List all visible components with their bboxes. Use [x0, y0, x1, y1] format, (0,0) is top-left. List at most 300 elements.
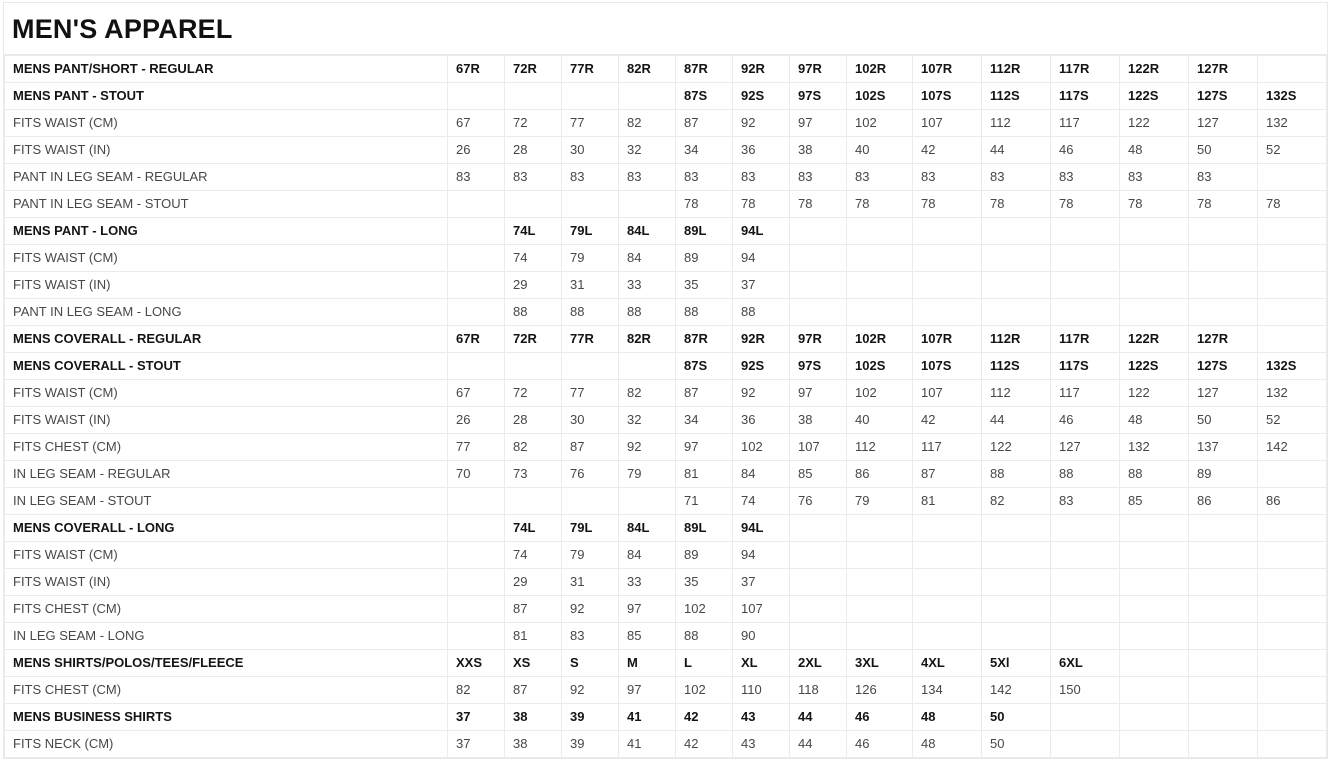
size-cell	[1189, 299, 1258, 326]
size-cell: 79	[562, 245, 619, 272]
size-cell	[1258, 299, 1327, 326]
row-label: PANT IN LEG SEAM - REGULAR	[5, 164, 448, 191]
size-cell	[1051, 542, 1120, 569]
size-cell	[448, 191, 505, 218]
size-cell: 87	[676, 380, 733, 407]
table-row	[5, 596, 1327, 623]
size-cell	[982, 542, 1051, 569]
size-cell: 38	[790, 137, 847, 164]
size-cell	[1258, 650, 1327, 677]
size-cell: 44	[982, 137, 1051, 164]
size-cell: 112	[982, 110, 1051, 137]
size-cell	[1051, 299, 1120, 326]
size-cell: 92	[562, 596, 619, 623]
size-cell: 87S	[676, 83, 733, 110]
size-cell: 30	[562, 137, 619, 164]
size-cell	[1258, 704, 1327, 731]
size-cell	[448, 488, 505, 515]
size-cell: 117R	[1051, 56, 1120, 83]
size-cell	[847, 569, 913, 596]
size-cell: 43	[733, 704, 790, 731]
row-label: FITS WAIST (IN)	[5, 272, 448, 299]
size-cell	[1051, 569, 1120, 596]
row-label: FITS WAIST (CM)	[5, 110, 448, 137]
size-cell: 87	[913, 461, 982, 488]
size-cell: 83	[847, 164, 913, 191]
section-header-row	[5, 515, 1327, 542]
row-label: MENS COVERALL - LONG	[5, 515, 448, 542]
table-row	[5, 542, 1327, 569]
size-cell	[1189, 650, 1258, 677]
size-cell	[1120, 299, 1189, 326]
size-cell: 88	[562, 299, 619, 326]
size-cell: 84L	[619, 218, 676, 245]
size-cell	[1120, 272, 1189, 299]
size-cell: 39	[562, 704, 619, 731]
size-cell: 71	[676, 488, 733, 515]
size-cell: 127S	[1189, 353, 1258, 380]
size-cell: 90	[733, 623, 790, 650]
size-cell: 78	[1051, 191, 1120, 218]
size-cell	[1258, 272, 1327, 299]
size-cell: 42	[676, 731, 733, 758]
size-cell	[448, 245, 505, 272]
size-cell	[448, 272, 505, 299]
row-label: FITS WAIST (CM)	[5, 542, 448, 569]
size-cell: 92S	[733, 353, 790, 380]
row-label: FITS WAIST (CM)	[5, 380, 448, 407]
size-cell: 34	[676, 407, 733, 434]
size-cell: XL	[733, 650, 790, 677]
size-cell: 42	[913, 407, 982, 434]
size-cell: 29	[505, 569, 562, 596]
row-label: IN LEG SEAM - REGULAR	[5, 461, 448, 488]
size-cell: 88	[1051, 461, 1120, 488]
size-cell: 77	[562, 110, 619, 137]
size-cell	[1258, 164, 1327, 191]
size-cell	[1120, 677, 1189, 704]
row-label: PANT IN LEG SEAM - STOUT	[5, 191, 448, 218]
size-cell: 74	[505, 542, 562, 569]
size-cell: 85	[790, 461, 847, 488]
size-cell: 107S	[913, 353, 982, 380]
size-cell: 37	[448, 731, 505, 758]
size-cell	[619, 83, 676, 110]
size-cell: 35	[676, 569, 733, 596]
section-header-row	[5, 353, 1327, 380]
size-cell	[790, 542, 847, 569]
size-cell: 132	[1120, 434, 1189, 461]
size-cell: 34	[676, 137, 733, 164]
size-cell: 77R	[562, 56, 619, 83]
size-cell: 88	[676, 299, 733, 326]
row-label: MENS PANT - STOUT	[5, 83, 448, 110]
size-cell: 112R	[982, 56, 1051, 83]
size-cell	[1120, 245, 1189, 272]
size-cell: 94	[733, 542, 790, 569]
size-chart-sheet	[3, 2, 1328, 759]
size-cell: 86	[1189, 488, 1258, 515]
size-cell	[1051, 731, 1120, 758]
size-cell	[847, 596, 913, 623]
size-cell: 31	[562, 569, 619, 596]
size-cell: 107R	[913, 326, 982, 353]
size-cell: 48	[913, 731, 982, 758]
table-row	[5, 623, 1327, 650]
size-cell: 48	[1120, 407, 1189, 434]
size-cell	[1189, 623, 1258, 650]
size-cell: 76	[790, 488, 847, 515]
size-cell	[982, 515, 1051, 542]
size-cell: 88	[982, 461, 1051, 488]
size-cell	[448, 515, 505, 542]
size-cell: 40	[847, 407, 913, 434]
size-cell: 48	[1120, 137, 1189, 164]
size-cell: 50	[1189, 407, 1258, 434]
size-cell: 70	[448, 461, 505, 488]
size-cell: 84	[619, 542, 676, 569]
size-cell	[619, 191, 676, 218]
section-header-row	[5, 56, 1327, 83]
row-label: MENS COVERALL - REGULAR	[5, 326, 448, 353]
section-header-row	[5, 326, 1327, 353]
size-cell: 132	[1258, 380, 1327, 407]
size-cell: 79L	[562, 218, 619, 245]
size-cell	[982, 569, 1051, 596]
size-cell	[1120, 650, 1189, 677]
size-cell: 82	[619, 380, 676, 407]
table-row	[5, 434, 1327, 461]
size-cell: 46	[847, 704, 913, 731]
size-cell: 78	[733, 191, 790, 218]
size-cell: 102	[733, 434, 790, 461]
size-cell: 32	[619, 137, 676, 164]
size-cell: 74	[505, 245, 562, 272]
size-cell: 38	[505, 731, 562, 758]
size-cell	[1258, 596, 1327, 623]
size-cell	[562, 83, 619, 110]
size-cell	[847, 218, 913, 245]
size-cell	[913, 299, 982, 326]
size-cell: 117R	[1051, 326, 1120, 353]
size-cell: 87R	[676, 326, 733, 353]
size-cell: 42	[913, 137, 982, 164]
size-cell: 97	[619, 677, 676, 704]
size-cell: 107	[790, 434, 847, 461]
size-cell: 78	[790, 191, 847, 218]
size-cell: 137	[1189, 434, 1258, 461]
row-label: MENS PANT - LONG	[5, 218, 448, 245]
size-cell	[847, 515, 913, 542]
size-cell: 87	[562, 434, 619, 461]
size-cell	[1120, 623, 1189, 650]
table-row	[5, 137, 1327, 164]
size-cell: 2XL	[790, 650, 847, 677]
size-cell: 67	[448, 110, 505, 137]
size-cell: 82	[505, 434, 562, 461]
row-label: FITS WAIST (IN)	[5, 407, 448, 434]
size-cell: 82R	[619, 326, 676, 353]
size-cell	[562, 353, 619, 380]
row-label: MENS PANT/SHORT - REGULAR	[5, 56, 448, 83]
size-cell	[913, 218, 982, 245]
size-cell: 78	[913, 191, 982, 218]
size-cell: 112S	[982, 83, 1051, 110]
size-cell: 102S	[847, 83, 913, 110]
size-cell: XS	[505, 650, 562, 677]
size-cell: XXS	[448, 650, 505, 677]
size-cell: 74L	[505, 515, 562, 542]
size-cell: 92	[619, 434, 676, 461]
size-cell: 117	[1051, 380, 1120, 407]
size-cell	[1051, 515, 1120, 542]
table-row	[5, 272, 1327, 299]
table-row	[5, 569, 1327, 596]
row-label: FITS CHEST (CM)	[5, 596, 448, 623]
table-row	[5, 488, 1327, 515]
section-header-row	[5, 704, 1327, 731]
size-cell: 92	[733, 110, 790, 137]
size-cell: 79	[562, 542, 619, 569]
size-cell	[448, 353, 505, 380]
size-cell: 88	[1120, 461, 1189, 488]
size-cell: 29	[505, 272, 562, 299]
size-cell: 78	[1258, 191, 1327, 218]
size-cell	[982, 245, 1051, 272]
size-cell: 36	[733, 137, 790, 164]
size-cell: 102R	[847, 326, 913, 353]
size-cell	[1051, 596, 1120, 623]
size-cell: 30	[562, 407, 619, 434]
size-cell: 48	[913, 704, 982, 731]
size-cell: 97	[619, 596, 676, 623]
table-row	[5, 461, 1327, 488]
size-cell: 84	[619, 245, 676, 272]
size-cell: 82	[982, 488, 1051, 515]
row-label: MENS BUSINESS SHIRTS	[5, 704, 448, 731]
section-header-row	[5, 83, 1327, 110]
size-cell: 88	[676, 623, 733, 650]
size-cell: 97R	[790, 56, 847, 83]
size-cell: 31	[562, 272, 619, 299]
size-cell: 73	[505, 461, 562, 488]
size-cell: 102	[676, 677, 733, 704]
size-cell: 118	[790, 677, 847, 704]
size-cell	[1258, 542, 1327, 569]
apparel-size-table	[4, 55, 1327, 758]
size-cell: 42	[676, 704, 733, 731]
size-cell: 89	[676, 245, 733, 272]
size-cell: 81	[505, 623, 562, 650]
size-cell: 41	[619, 731, 676, 758]
size-cell	[1258, 515, 1327, 542]
size-cell: 77	[448, 434, 505, 461]
size-cell	[1189, 569, 1258, 596]
size-cell	[448, 596, 505, 623]
size-cell: 83	[562, 623, 619, 650]
size-cell: 102R	[847, 56, 913, 83]
size-cell: 83	[562, 164, 619, 191]
size-cell: 127R	[1189, 56, 1258, 83]
size-cell: 44	[982, 407, 1051, 434]
size-cell: 87R	[676, 56, 733, 83]
size-cell	[913, 623, 982, 650]
size-cell: 107S	[913, 83, 982, 110]
size-cell	[505, 488, 562, 515]
size-cell	[1258, 623, 1327, 650]
size-cell: 83	[1051, 488, 1120, 515]
size-cell	[505, 83, 562, 110]
size-cell: 78	[1189, 191, 1258, 218]
table-row	[5, 380, 1327, 407]
size-cell: 37	[733, 272, 790, 299]
size-cell: 89	[1189, 461, 1258, 488]
size-cell	[1189, 515, 1258, 542]
size-cell	[1120, 515, 1189, 542]
size-cell: 122R	[1120, 56, 1189, 83]
size-cell: 97R	[790, 326, 847, 353]
size-cell: 67R	[448, 326, 505, 353]
size-cell: 52	[1258, 407, 1327, 434]
size-cell: 38	[790, 407, 847, 434]
size-cell: 122S	[1120, 83, 1189, 110]
size-cell	[448, 83, 505, 110]
size-cell: 127	[1189, 380, 1258, 407]
size-cell: 50	[982, 731, 1051, 758]
size-cell: 40	[847, 137, 913, 164]
size-cell: 112	[847, 434, 913, 461]
size-cell	[1189, 218, 1258, 245]
size-cell	[619, 353, 676, 380]
size-cell: 83	[1051, 164, 1120, 191]
size-cell	[448, 299, 505, 326]
table-row	[5, 731, 1327, 758]
size-cell	[847, 272, 913, 299]
size-cell	[1258, 461, 1327, 488]
size-cell: 117S	[1051, 353, 1120, 380]
size-cell: 33	[619, 272, 676, 299]
size-cell: 72	[505, 110, 562, 137]
size-cell: 102	[847, 110, 913, 137]
size-cell	[913, 272, 982, 299]
size-cell: S	[562, 650, 619, 677]
size-cell	[790, 515, 847, 542]
size-cell: 150	[1051, 677, 1120, 704]
size-cell	[1120, 596, 1189, 623]
size-cell	[1189, 596, 1258, 623]
size-cell	[505, 353, 562, 380]
size-cell	[982, 623, 1051, 650]
size-cell: 44	[790, 704, 847, 731]
page-title: MEN'S APPAREL	[4, 3, 1327, 55]
size-cell: 102S	[847, 353, 913, 380]
size-cell	[1189, 272, 1258, 299]
size-cell: 110	[733, 677, 790, 704]
size-cell: 77	[562, 380, 619, 407]
size-cell: 81	[676, 461, 733, 488]
size-cell: 82	[619, 110, 676, 137]
size-cell	[448, 542, 505, 569]
size-cell: 46	[1051, 407, 1120, 434]
size-cell: 127	[1051, 434, 1120, 461]
size-cell: 83	[790, 164, 847, 191]
size-cell: 78	[982, 191, 1051, 218]
size-cell	[1051, 704, 1120, 731]
size-cell	[1258, 731, 1327, 758]
size-cell	[1120, 542, 1189, 569]
size-cell: 38	[505, 704, 562, 731]
size-cell: 87S	[676, 353, 733, 380]
size-cell	[847, 299, 913, 326]
size-cell	[505, 191, 562, 218]
size-cell: 35	[676, 272, 733, 299]
size-cell: 112	[982, 380, 1051, 407]
size-cell	[562, 191, 619, 218]
size-cell: 117	[1051, 110, 1120, 137]
size-cell: 107	[913, 380, 982, 407]
size-cell: 82	[448, 677, 505, 704]
size-cell	[1051, 272, 1120, 299]
size-cell: 132	[1258, 110, 1327, 137]
size-cell: 67	[448, 380, 505, 407]
size-cell: L	[676, 650, 733, 677]
size-cell	[913, 245, 982, 272]
size-cell: 142	[982, 677, 1051, 704]
size-cell: 134	[913, 677, 982, 704]
size-cell	[982, 272, 1051, 299]
size-cell: 74L	[505, 218, 562, 245]
size-cell: 72	[505, 380, 562, 407]
size-cell: 94L	[733, 218, 790, 245]
size-cell: 6XL	[1051, 650, 1120, 677]
table-row	[5, 407, 1327, 434]
size-cell	[790, 218, 847, 245]
size-cell: 132S	[1258, 83, 1327, 110]
size-cell	[790, 245, 847, 272]
table-row	[5, 677, 1327, 704]
size-cell: 142	[1258, 434, 1327, 461]
size-cell: 72R	[505, 56, 562, 83]
size-cell: 84	[733, 461, 790, 488]
size-cell: 97S	[790, 83, 847, 110]
size-cell: 127R	[1189, 326, 1258, 353]
size-cell: 92	[733, 380, 790, 407]
size-cell: 88	[619, 299, 676, 326]
row-label: PANT IN LEG SEAM - LONG	[5, 299, 448, 326]
row-label: FITS WAIST (IN)	[5, 569, 448, 596]
size-cell	[1189, 245, 1258, 272]
size-cell: 132S	[1258, 353, 1327, 380]
size-cell: 122S	[1120, 353, 1189, 380]
row-label: FITS WAIST (CM)	[5, 245, 448, 272]
size-cell: 89	[676, 542, 733, 569]
size-cell: 92R	[733, 326, 790, 353]
size-cell	[790, 299, 847, 326]
size-cell	[1258, 218, 1327, 245]
size-cell: 122	[982, 434, 1051, 461]
size-cell: 107	[733, 596, 790, 623]
size-cell: 86	[1258, 488, 1327, 515]
size-cell	[1051, 218, 1120, 245]
size-cell: 97	[790, 110, 847, 137]
size-cell: 28	[505, 137, 562, 164]
size-cell: 83	[448, 164, 505, 191]
size-cell	[1120, 731, 1189, 758]
size-cell	[1189, 677, 1258, 704]
row-label: FITS CHEST (CM)	[5, 677, 448, 704]
size-cell: 26	[448, 137, 505, 164]
size-cell	[982, 299, 1051, 326]
